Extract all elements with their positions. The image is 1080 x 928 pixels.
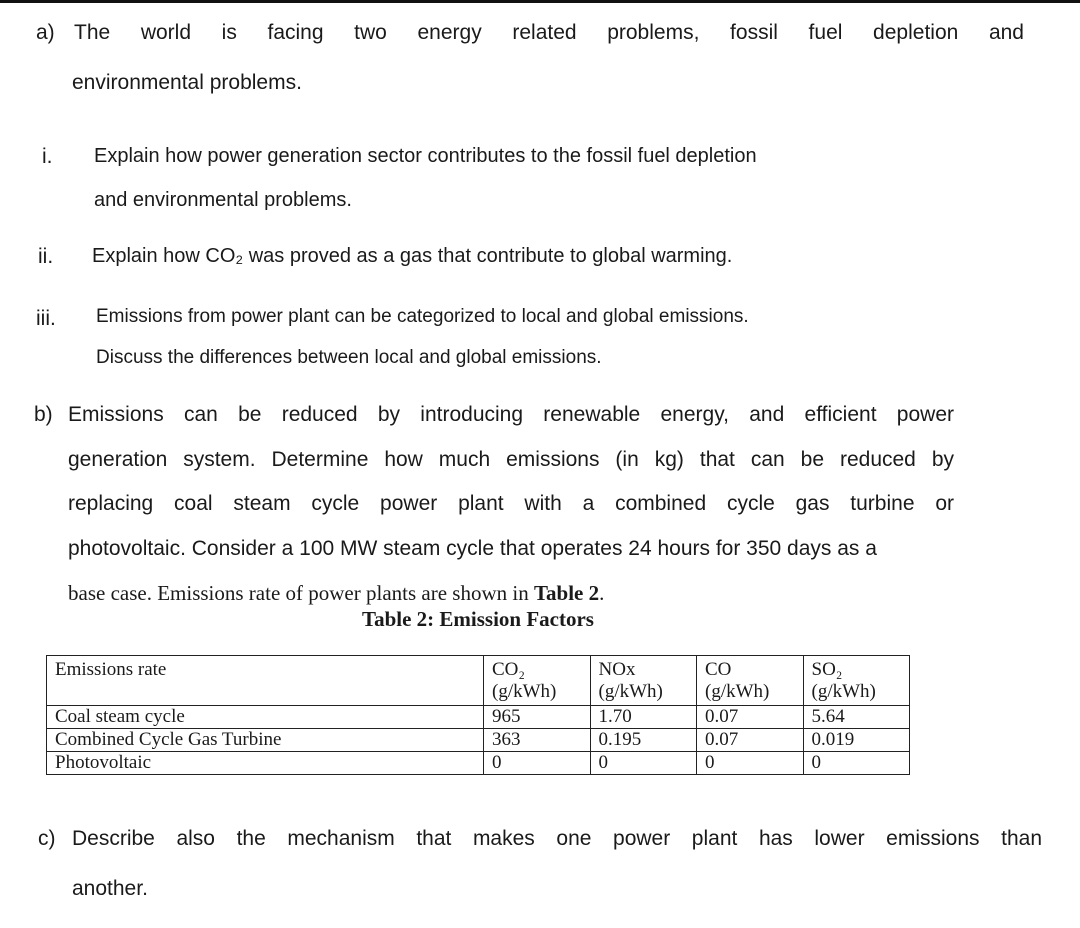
question-b-line-5-text: base case. Emissions rate of power plants are shown in [68, 581, 534, 605]
subquestion-i-marker: i. [42, 145, 53, 168]
header-co [697, 656, 804, 706]
subquestion-i-line-1: Explain how power generation sector contributes to the fossil fuel depletion [94, 145, 757, 167]
header-co2-unit: (g/kWh) [492, 681, 557, 702]
table-row [47, 752, 910, 775]
top-rule [0, 0, 1080, 3]
question-b-line-5-end: . [599, 581, 605, 605]
cell-value: 363 [484, 729, 591, 752]
subquestion-iii-line-2: Discuss the differences between local and global emissions. [96, 347, 602, 368]
question-c-label: c) [38, 827, 56, 850]
header-co2 [484, 656, 591, 706]
header-emissions-rate: Emissions rate [47, 656, 484, 706]
header-nox [590, 656, 697, 706]
emission-factors-table [46, 655, 910, 775]
question-a-line-1: The world is facing two energy related problems, fossil fuel depletion and [74, 21, 1024, 44]
row-name: Combined Cycle Gas Turbine [47, 729, 484, 752]
cell-value: 0.019 [803, 729, 910, 752]
cell-value: 0 [803, 752, 910, 775]
header-so2-unit: (g/kWh) [811, 681, 876, 702]
question-b-line-1: Emissions can be reduced by introducing renewable energy, and efficient power [68, 403, 954, 426]
row-name: Photovoltaic [47, 752, 484, 775]
header-co2-name: CO₂ [492, 659, 526, 680]
cell-value: 0.195 [590, 729, 697, 752]
cell-value: 0 [484, 752, 591, 775]
header-so2-name: SO₂ [811, 659, 843, 680]
subquestion-iii-marker: iii. [36, 307, 56, 330]
cell-value: 0.07 [697, 729, 804, 752]
row-name: Coal steam cycle [47, 706, 484, 729]
question-b-line-5 [68, 580, 604, 606]
cell-value: 965 [484, 706, 591, 729]
question-c-line-2: another. [72, 877, 148, 900]
header-co-unit: (g/kWh) [705, 681, 770, 702]
subquestion-ii-marker: ii. [38, 245, 54, 268]
header-co-name: CO [705, 659, 732, 680]
subquestion-ii-line-1: Explain how CO₂ was proved as a gas that contribute to global warming. [92, 245, 733, 267]
table-header-row [47, 656, 910, 706]
subquestion-i-line-2: and environmental problems. [94, 189, 352, 211]
header-so2 [803, 656, 910, 706]
question-c-line-1: Describe also the mechanism that makes one power plant has lower emissions than [72, 827, 1042, 850]
table-row [47, 706, 910, 729]
question-a-label: a) [36, 21, 55, 44]
cell-value: 0.07 [697, 706, 804, 729]
header-nox-name: NOx [598, 659, 636, 680]
table-reference: Table 2 [533, 581, 600, 605]
cell-value: 1.70 [590, 706, 697, 729]
header-nox-unit: (g/kWh) [598, 681, 663, 702]
cell-value: 0 [590, 752, 697, 775]
question-b-line-4: photovoltaic. Consider a 100 MW steam cycle that operates 24 hours for 350 days as a [68, 537, 877, 560]
question-b-label: b) [34, 403, 53, 426]
question-b-line-2: generation system. Determine how much emissions (in kg) that can be reduced by [68, 448, 954, 471]
table-caption: Table 2: Emission Factors [362, 607, 594, 631]
table-row [47, 729, 910, 752]
cell-value: 5.64 [803, 706, 910, 729]
cell-value: 0 [697, 752, 804, 775]
question-b-line-3: replacing coal steam cycle power plant with a combined cycle gas turbine or [68, 492, 954, 515]
question-a-line-2: environmental problems. [72, 71, 302, 94]
subquestion-iii-line-1: Emissions from power plant can be categorized to local and global emissions. [96, 306, 749, 327]
